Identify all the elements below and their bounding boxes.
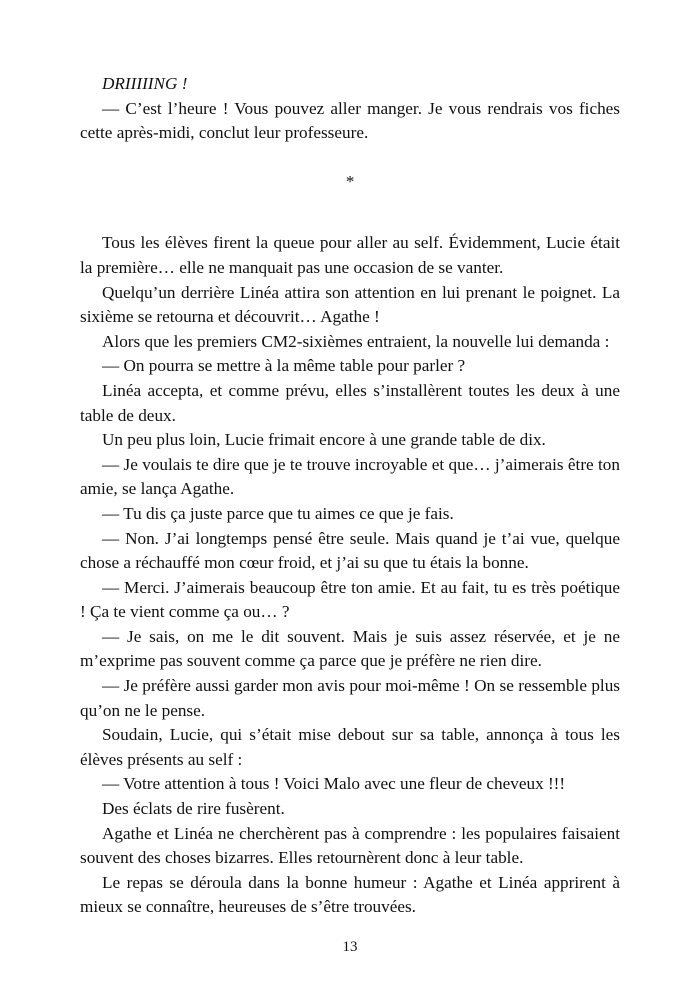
- paragraph: — Je préfère aussi garder mon avis pour moi-même ! On se ressemble plus qu’on ne le pense.: [80, 676, 620, 720]
- paragraph: Le repas se déroula dans la bonne humeur : Agathe et Linéa apprirent à mieux se connaître, heureuses de s’être trouvées.: [80, 872, 620, 917]
- paragraph: — Non. J’ai longtemps pensé être seule. Mais quand je t’ai vue, quelque chose a réchauffé mon cœur froid, et j’ai su que tu étais la bonne.: [80, 528, 620, 573]
- paragraph: Agathe et Linéa ne cherchèrent pas à comprendre : les populaires faisaient souvent des choses bizarres. Elles retournèrent donc à leur table.: [80, 823, 620, 868]
- paragraph: Des éclats de rire fusèrent.: [102, 799, 285, 819]
- paragraph: — Je voulais te dire que je te trouve incroyable et que… j’aimerais être ton amie, se lança Agathe.: [80, 454, 620, 499]
- paragraph: — Merci. J’aimerais beaucoup être ton amie. Et au fait, tu es très poétique ! Ça te vient comme ça ou… ?: [80, 577, 620, 622]
- paragraph: Soudain, Lucie, qui s’était mise debout sur sa table, annonça à tous les élèves présents au self :: [80, 725, 620, 769]
- paragraph: — Tu dis ça juste parce que tu aimes ce que je fais.: [102, 503, 454, 523]
- page-number: 13: [342, 939, 358, 955]
- paragraph: Alors que les premiers CM2-sixièmes entraient, la nouvelle lui demanda :: [102, 331, 610, 351]
- paragraph: — On pourra se mettre à la même table pour parler ?: [102, 356, 466, 376]
- paragraph: Linéa accepta, et comme prévu, elles s’installèrent toutes les deux à une table de deux.: [80, 380, 620, 425]
- opening-dialogue: — C’est l’heure ! Vous pouvez aller manger. Je vous rendrais vos fiches cette après-midi, conclut leur professeure.: [80, 98, 620, 143]
- paragraph: Tous les élèves firent la queue pour aller au self. Évidemment, Lucie était la première… elle ne manquait pas une occasion de se vanter.: [80, 233, 620, 277]
- section-separator: *: [345, 171, 355, 191]
- paragraph: Quelqu’un derrière Linéa attira son attention en lui prenant le poignet. La sixième se retourna et découvrit… Agathe !: [80, 282, 620, 327]
- paragraph: — Votre attention à tous ! Voici Malo avec une fleur de cheveux !!!: [102, 774, 566, 794]
- opening-sound: DRIIIIING !: [102, 74, 188, 93]
- paragraph: Un peu plus loin, Lucie frimait encore à une grande table de dix.: [102, 430, 546, 450]
- book-page: [80, 72, 620, 920]
- paragraph: — Je sais, on me le dit souvent. Mais je suis assez réservée, et je ne m’exprime pas souvent comme ça parce que je préfère ne rien dire.: [80, 626, 620, 671]
